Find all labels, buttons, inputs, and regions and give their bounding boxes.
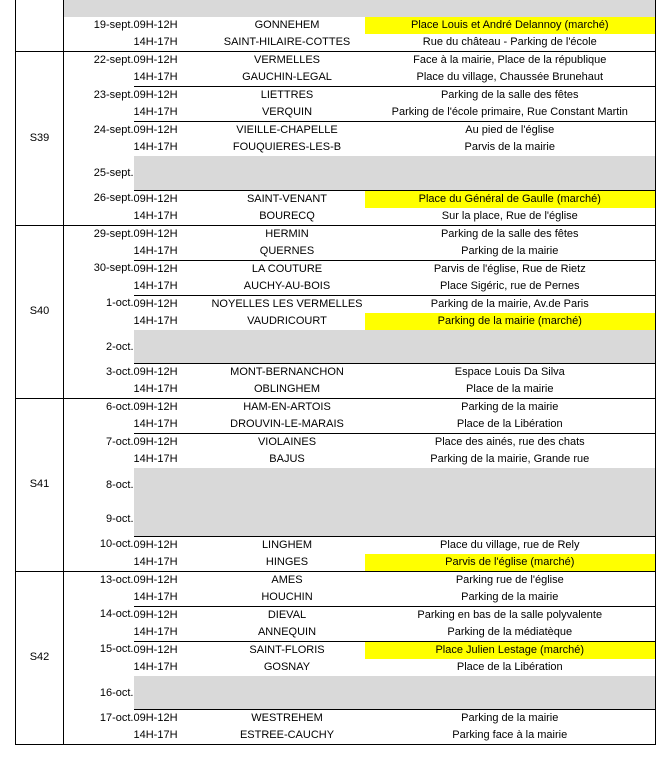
time-cell: 14H-17H: [133, 141, 178, 153]
town-cell: FOUQUIERES-LES-B: [232, 141, 342, 153]
town-cell: OBLINGHEM: [253, 383, 320, 395]
day-cell: 16-oct.: [64, 676, 134, 710]
week-group: [16, 52, 656, 226]
location-cell: Parvis de l'église (marché): [365, 554, 656, 572]
table-row: [16, 589, 656, 607]
town-cell: SAINT-HILAIRE-COTTES: [223, 36, 351, 48]
location-cell: Parking de la mairie (marché): [365, 313, 656, 330]
time-cell: 14H-17H: [134, 278, 210, 296]
table-row: [16, 295, 656, 313]
day-cell: [64, 69, 134, 87]
day-cell: 8-oct.: [64, 468, 134, 502]
town-cell: VERQUIN: [210, 104, 365, 122]
day-cell: [64, 208, 134, 226]
location-cell: Place Sigéric, rue de Pernes: [365, 278, 656, 296]
town-cell: LA COUTURE: [251, 262, 323, 275]
day-cell: 15-oct.: [99, 643, 134, 656]
town-cell: GOSNAY: [263, 660, 311, 673]
time-cell: 09H-12H: [133, 262, 178, 275]
table-row: [16, 34, 656, 52]
time-cell: 14H-17H: [134, 243, 210, 261]
location-cell: Parking de la salle des fêtes: [365, 225, 656, 243]
table-row: [16, 278, 656, 296]
location-cell: Parking de la mairie, Av.de Paris: [365, 295, 656, 313]
town-cell: QUERNES: [210, 243, 365, 261]
town-cell: BAJUS: [269, 453, 305, 465]
time-cell: 14H-17H: [133, 36, 178, 48]
closed-slot: [134, 330, 656, 364]
location-cell: Parking en bas de la salle polyvalente: [365, 606, 656, 624]
closed-slot: [134, 0, 656, 17]
town-cell: SAINT-FLORIS: [249, 643, 325, 656]
location-cell: Place des ainés, rue des chats: [365, 434, 656, 452]
town-cell: DROUVIN-LE-MARAIS: [210, 416, 365, 434]
gap-row: [16, 156, 656, 190]
location-cell: Sur la place, Rue de l'église: [365, 208, 656, 226]
time-cell: 09H-12H: [133, 401, 178, 413]
day-cell: 25-sept.: [64, 156, 134, 190]
location-cell: Place de la Libération: [365, 416, 656, 434]
town-cell: VIEILLE-CHAPELLE: [236, 124, 338, 136]
time-cell: 09H-12H: [134, 536, 210, 554]
town-cell: SAINT-VENANT: [210, 190, 365, 208]
location-cell: Face à la mairie, Place de la république: [365, 52, 656, 70]
time-cell: 14H-17H: [134, 624, 210, 642]
table-row: [16, 571, 656, 589]
week-group: [16, 399, 656, 572]
time-cell: 09H-12H: [133, 608, 178, 621]
town-cell: HAM-EN-ARTOIS: [243, 401, 331, 413]
time-cell: 14H-17H: [134, 69, 210, 87]
town-cell: HERMIN: [265, 227, 309, 240]
day-cell: [64, 451, 134, 468]
table-row: [16, 87, 656, 105]
day-cell: 6-oct.: [105, 401, 134, 413]
town-cell: WESTREHEM: [210, 710, 365, 728]
closed-slot: [134, 502, 656, 536]
town-cell: LINGHEM: [210, 536, 365, 554]
location-cell: Place du village, rue de Rely: [365, 536, 656, 554]
day-cell: [64, 104, 134, 122]
location-cell: Parking de l'école primaire, Rue Constant Martin: [365, 104, 656, 122]
time-cell: 09H-12H: [133, 573, 178, 586]
day-cell: 17-oct.: [99, 711, 134, 724]
time-cell: 14H-17H: [134, 589, 210, 607]
table-row: [16, 313, 656, 330]
table-row: [16, 69, 656, 87]
location-cell: Parvis de la mairie: [365, 139, 656, 156]
gap-row: [16, 676, 656, 710]
time-cell: 14H-17H: [133, 555, 178, 568]
day-cell: 30-sept.: [93, 262, 134, 275]
time-cell: 09H-12H: [133, 436, 178, 448]
location-cell: Espace Louis Da Silva: [365, 364, 656, 382]
location-cell: Au pied de l'église: [365, 122, 656, 140]
location-cell: Parking de la mairie, Grande rue: [365, 451, 656, 468]
table-row: [16, 225, 656, 243]
time-cell: 09H-12H: [133, 124, 178, 136]
day-cell: [64, 589, 134, 607]
table-row: [16, 451, 656, 468]
day-cell: 19-sept.: [93, 19, 134, 31]
location-cell: Parking de la mairie: [365, 399, 656, 417]
location-cell: Place de la mairie: [365, 381, 656, 399]
location-cell: Parking de la médiatèque: [365, 624, 656, 642]
day-cell: [64, 727, 134, 745]
day-cell: 13-oct.: [99, 573, 134, 586]
day-cell: 23-sept.: [93, 88, 134, 101]
table-row: [16, 641, 656, 659]
day-cell: [64, 243, 134, 261]
time-cell: 14H-17H: [133, 660, 178, 673]
town-cell: AUCHY-AU-BOIS: [210, 278, 365, 296]
town-cell: GAUCHIN-LEGAL: [210, 69, 365, 87]
location-cell: Place Louis et André Delannoy (marché): [365, 17, 656, 34]
closed-slot: [134, 468, 656, 502]
week-group: [16, 0, 656, 52]
time-cell: 14H-17H: [134, 104, 210, 122]
time-cell: 14H-17H: [134, 416, 210, 434]
time-cell: 14H-17H: [133, 209, 178, 222]
town-cell: VERMELLES: [253, 54, 321, 66]
table-row: [16, 659, 656, 676]
table-row: [16, 606, 656, 624]
time-cell: 14H-17H: [133, 383, 178, 395]
table-row: [16, 381, 656, 399]
location-cell: Place Julien Lestage (marché): [365, 641, 656, 659]
table-row: [16, 364, 656, 382]
town-cell: HINGES: [265, 555, 309, 568]
closed-slot: [134, 156, 656, 190]
gap-row: [16, 502, 656, 536]
day-cell: [64, 313, 134, 330]
table-row: [16, 190, 656, 208]
day-cell: 26-sept.: [93, 192, 134, 205]
time-cell: 09H-12H: [133, 54, 178, 66]
location-cell: Place de la Libération: [365, 659, 656, 676]
gap-row: [16, 0, 656, 17]
table-row: [16, 122, 656, 140]
table-row: [16, 243, 656, 261]
location-cell: Place du village, Chaussée Brunehaut: [365, 69, 656, 87]
location-cell: Parking de la mairie: [365, 710, 656, 728]
week-number: [16, 0, 64, 52]
week-group: [16, 571, 656, 745]
location-cell: Parking de la mairie: [365, 243, 656, 261]
table-row: [16, 17, 656, 34]
week-number: S41: [16, 399, 64, 572]
town-cell: AMES: [271, 573, 303, 586]
week-number: S39: [16, 52, 64, 226]
town-cell: DIEVAL: [267, 608, 307, 621]
table-row: [16, 624, 656, 642]
schedule-sheet: [15, 0, 655, 745]
day-cell: 2-oct.: [64, 330, 134, 364]
time-cell: 09H-12H: [133, 89, 178, 101]
gap-row: [16, 468, 656, 502]
day-cell: [64, 139, 134, 156]
table-row: [16, 416, 656, 434]
closed-slot: [134, 676, 656, 710]
day-cell: [64, 416, 134, 434]
location-cell: Parking face à la mairie: [365, 727, 656, 745]
town-cell: ANNEQUIN: [210, 624, 365, 642]
town-cell: ESTREE-CAUCHY: [239, 729, 335, 741]
day-cell: [64, 624, 134, 642]
time-cell: 09H-12H: [134, 364, 210, 382]
table-row: [16, 260, 656, 278]
time-cell: 09H-12H: [133, 19, 178, 31]
location-cell: Place du Général de Gaulle (marché): [365, 190, 656, 208]
town-cell: HOUCHIN: [210, 589, 365, 607]
day-cell: [64, 659, 134, 676]
town-cell: VIOLAINES: [257, 436, 317, 448]
day-cell: 29-sept.: [93, 227, 134, 240]
table-row: [16, 208, 656, 226]
table-row: [16, 52, 656, 70]
day-cell: 7-oct.: [105, 435, 134, 448]
table-row: [16, 399, 656, 417]
town-cell: MONT-BERNANCHON: [210, 364, 365, 382]
week-number: S42: [16, 571, 64, 745]
table-row: [16, 536, 656, 554]
time-cell: 09H-12H: [133, 643, 178, 656]
table-row: [16, 554, 656, 572]
time-cell: 14H-17H: [133, 453, 178, 465]
week-number: S40: [16, 225, 64, 399]
time-cell: 14H-17H: [133, 314, 178, 327]
day-cell: 3-oct.: [105, 365, 134, 378]
location-cell: Parking de la mairie: [365, 589, 656, 607]
town-cell: BOURECQ: [259, 209, 315, 222]
gap-row: [16, 330, 656, 364]
table-row: [16, 727, 656, 745]
time-cell: 09H-12H: [134, 710, 210, 728]
day-cell: [64, 34, 134, 52]
town-cell: LIETTRES: [260, 89, 314, 101]
time-cell: 09H-12H: [134, 190, 210, 208]
time-cell: 09H-12H: [133, 297, 178, 310]
time-cell: 09H-12H: [133, 227, 178, 240]
table-row: [16, 710, 656, 728]
location-cell: Parking de la salle des fêtes: [365, 87, 656, 105]
week-group: [16, 225, 656, 399]
location-cell: Rue du château - Parking de l'école: [365, 34, 656, 52]
day-cell: 22-sept.: [93, 54, 134, 66]
town-cell: VAUDRICOURT: [247, 314, 327, 327]
table-row: [16, 104, 656, 122]
day-cell: 1-oct.: [105, 297, 134, 310]
day-cell: 9-oct.: [64, 502, 134, 536]
town-cell: NOYELLES LES VERMELLES: [211, 297, 363, 310]
table-row: [16, 139, 656, 156]
day-cell: [64, 381, 134, 399]
town-cell: GONNEHEM: [254, 19, 320, 31]
location-cell: Parvis de l'église, Rue de Rietz: [365, 260, 656, 278]
location-cell: Parking rue de l'église: [365, 571, 656, 589]
day-cell: 14-oct.: [99, 608, 134, 621]
day-cell: [64, 278, 134, 296]
day-cell: 24-sept.: [93, 123, 134, 136]
day-cell: 10-oct.: [99, 538, 134, 551]
table-row: [16, 434, 656, 452]
day-cell: [64, 554, 134, 572]
schedule-table: [15, 0, 656, 745]
day-cell: [64, 0, 134, 17]
time-cell: 14H-17H: [133, 729, 178, 741]
